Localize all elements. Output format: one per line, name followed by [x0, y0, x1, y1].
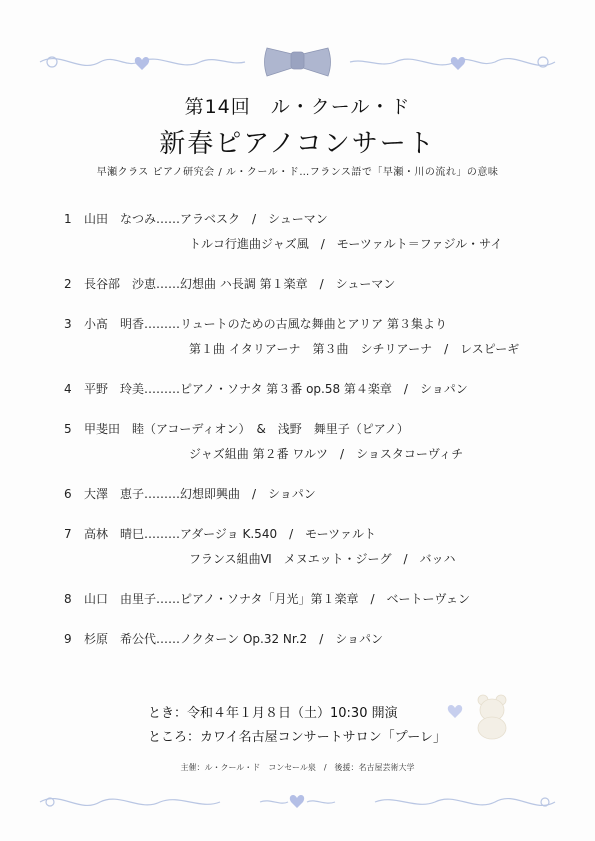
program-item: [64, 485, 544, 503]
program-item: [64, 210, 544, 253]
item-number: 2: [64, 277, 72, 291]
program-list: [64, 210, 544, 670]
item-line2: ジャズ組曲 第２番 ワルツ / ショスタコーヴィチ: [189, 447, 464, 461]
item-number: 1: [64, 212, 72, 226]
event-venue: ところ：カワイ名古屋コンサートサロン「プーレ」: [148, 730, 446, 745]
item-number: 5: [64, 422, 72, 436]
heart-icon: [135, 57, 149, 70]
concert-series-title: 第14回 ル・クール・ド: [184, 96, 411, 118]
item-line1: 長谷部 沙恵……幻想曲 ハ長調 第１楽章 / シューマン: [84, 277, 396, 291]
item-line1: 杉原 希公代……ノクターン Op.32 Nr.2 / ショパン: [84, 632, 383, 646]
item-number: 9: [64, 632, 72, 646]
item-line1: 甲斐田 睦（アコーディオン） & 浅野 舞里子（ピアノ）: [84, 422, 409, 436]
item-line1: 大澤 恵子………幻想即興曲 / ショパン: [84, 487, 316, 501]
heart-icon-2: [451, 57, 465, 70]
ribbon-icon: [265, 48, 331, 76]
bear-icon: [447, 690, 517, 740]
program-item: [64, 380, 544, 398]
top-ornament: [30, 40, 565, 80]
program-item: [64, 525, 544, 568]
item-number: 7: [64, 527, 72, 541]
item-line1: 平野 玲美………ピアノ・ソナタ 第３番 op.58 第４楽章 / ショパン: [84, 382, 468, 396]
program-item: [64, 590, 544, 608]
item-number: 4: [64, 382, 72, 396]
item-line1: 小髙 明香………リュートのための古風な舞曲とアリア 第３集より: [84, 317, 447, 331]
item-number: 8: [64, 592, 72, 606]
item-line2: 第１曲 イタリアーナ 第３曲 シチリアーナ / レスピーギ: [189, 342, 520, 356]
item-number: 6: [64, 487, 72, 501]
heart-icon-3: [290, 795, 304, 808]
item-line2: フランス組曲Ⅵ メヌエット・ジーグ / バッハ: [189, 552, 456, 566]
item-line1: 高林 晴巳………アダージョ K.540 / モーツァルト: [84, 527, 377, 541]
program-item: [64, 315, 544, 358]
item-number: 3: [64, 317, 72, 331]
program-item: [64, 630, 544, 648]
subtitle: 早瀬クラス ピアノ研究会 / ル・クール・ド…フランス語で「早瀬・川の流れ」の意味: [96, 167, 499, 178]
concert-title: 新春ピアノコンサート: [159, 129, 436, 159]
program-item: [64, 275, 544, 293]
bottom-ornament: [30, 782, 565, 822]
item-line1: 山口 由里子……ピアノ・ソナタ「月光」第１楽章 / ベートーヴェン: [84, 592, 471, 606]
item-line2: トルコ行進曲ジャズ風 / モーツァルト＝ファジル・サイ: [189, 237, 503, 251]
sponsors: 主催：ル・クール・ド コンセール泉 / 後援：名古屋芸術大学: [180, 763, 415, 772]
item-line1: 山田 なつみ……アラベスク / シューマン: [84, 212, 328, 226]
program-item: [64, 420, 544, 463]
event-date: とき：令和４年１月８日（土）10:30 開演: [148, 706, 398, 721]
